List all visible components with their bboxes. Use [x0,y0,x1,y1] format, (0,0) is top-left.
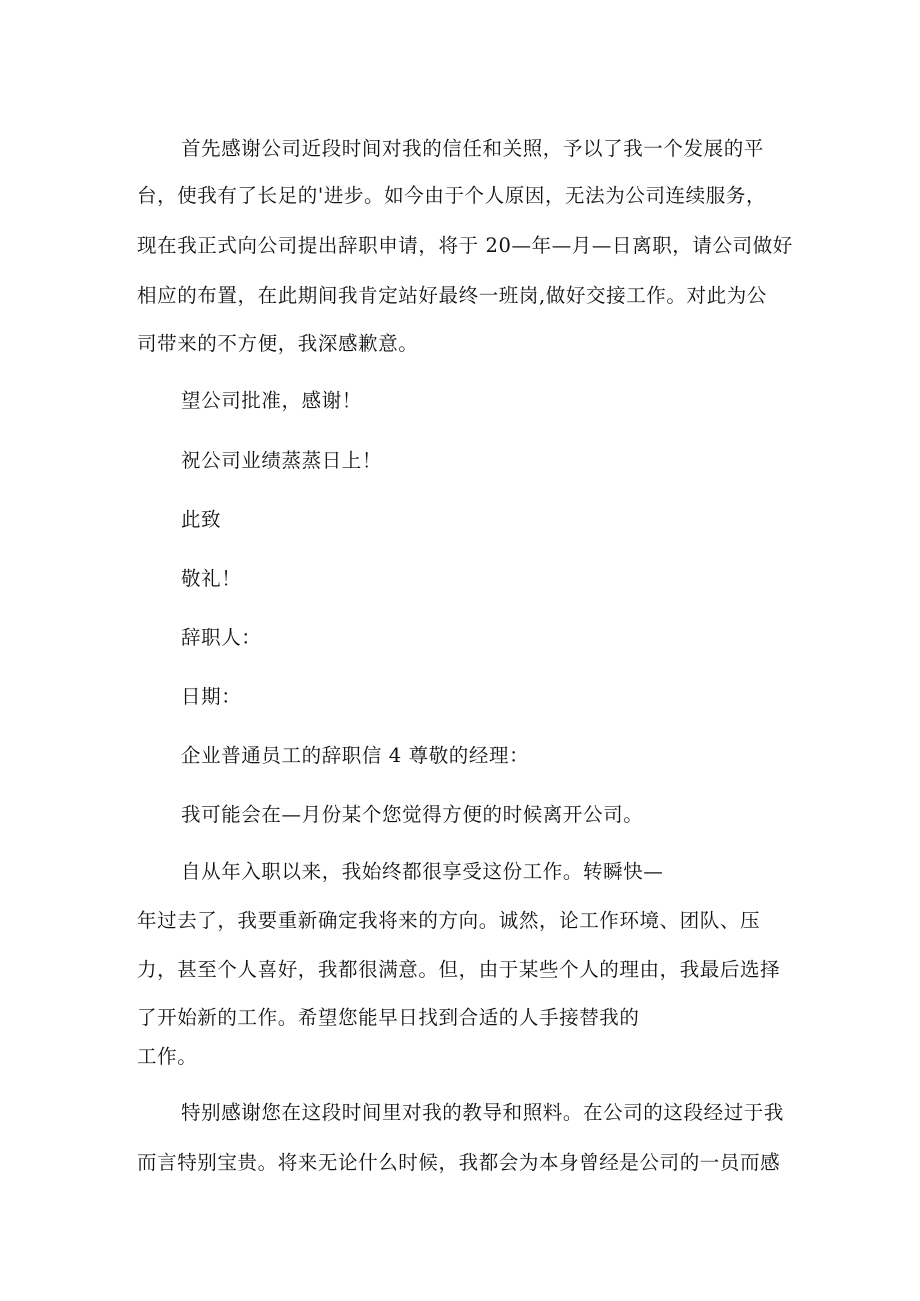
wish-line: 祝公司业绩蒸蒸日上！ [181,449,383,472]
paragraph-line: 了开始新的工作。希望您能早日找到合适的人手接替我的 [137,1006,640,1029]
approval-line: 望公司批准，感谢！ [181,389,362,412]
paragraph-line: 自从年入职以来，我始终都很享受这份工作。转瞬快— [181,860,664,883]
closing-regards: 敬礼！ [181,567,242,590]
paragraph-line: 工作。 [137,1045,198,1068]
paragraph-line: 司带来的不方便，我深感歉意。 [137,332,419,355]
paragraph-line: 现在我正式向公司提出辞职申请，将于 20—年—月—日离职，请公司做好 [137,234,793,257]
letter4-title: 企业普通员工的辞职信 4 尊敬的经理： [181,744,530,767]
paragraph-line: 首先感谢公司近段时间对我的信任和关照，予以了我一个发展的平 [181,137,764,160]
resigner-label: 辞职人： [181,626,262,649]
paragraph-line: 相应的布置，在此期间我肯定站好最终一班岗,做好交接工作。对此为公 [137,284,767,307]
paragraph-line: 力，甚至个人喜好，我都很满意。但，由于某些个人的理由，我最后选择 [137,958,781,981]
paragraph-line: 特别感谢您在这段时间里对我的教导和照料。在公司的这段经过于我 [181,1101,785,1124]
paragraph-line: 台，使我有了长足的'进步。如今由于个人原因，无法为公司连续服务， [137,184,767,207]
letter4-intro: 我可能会在—月份某个您觉得方便的时候离开公司。 [181,803,644,826]
date-label: 日期： [181,685,242,708]
paragraph-line: 年过去了，我要重新确定我将来的方向。诚然，论工作环境、团队、压 [137,909,761,932]
paragraph-line: 而言特别宝贵。将来无论什么时候，我都会为本身曾经是公司的一员而感 [137,1151,781,1174]
closing-salutation: 此致 [181,508,222,531]
